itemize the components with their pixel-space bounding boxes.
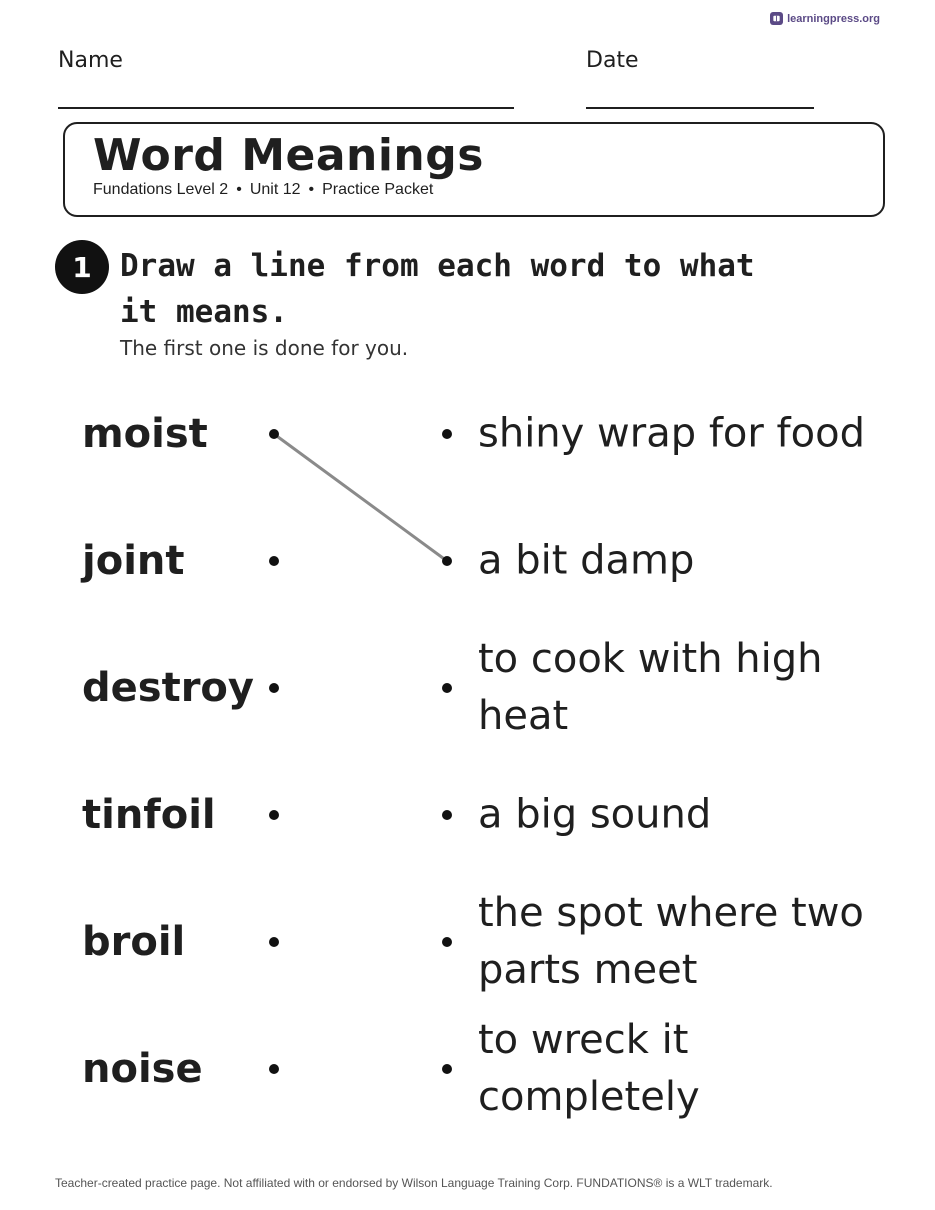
book-icon xyxy=(770,12,783,25)
word-item: moist xyxy=(82,411,208,457)
meaning-connector-dot[interactable] xyxy=(442,683,452,693)
match-row xyxy=(0,755,935,875)
meaning-connector-dot[interactable] xyxy=(442,937,452,947)
word-item: broil xyxy=(82,919,186,965)
name-field[interactable] xyxy=(58,107,514,109)
subtitle-level: Fundations Level 2 xyxy=(93,181,229,198)
exercise-hint: The first one is done for you. xyxy=(120,336,409,360)
meaning-item: to wreck it completely xyxy=(478,1017,700,1120)
meaning-connector-dot[interactable] xyxy=(442,556,452,566)
word-connector-dot[interactable] xyxy=(269,1064,279,1074)
match-row xyxy=(0,501,935,621)
word-item: noise xyxy=(82,1046,203,1092)
page-title: Word Meanings xyxy=(93,130,484,181)
exercise-instruction: Draw a line from each word to what it means. xyxy=(120,248,755,330)
brand-text: learningpress.org xyxy=(787,12,880,25)
exercise-number-badge: 1 xyxy=(55,240,109,294)
subtitle-separator: • xyxy=(308,181,315,198)
match-row xyxy=(0,1009,935,1129)
meaning-item: a bit damp xyxy=(478,537,695,584)
title-box xyxy=(63,122,885,217)
word-item: joint xyxy=(82,538,185,584)
word-connector-dot[interactable] xyxy=(269,810,279,820)
word-connector-dot[interactable] xyxy=(269,556,279,566)
subtitle-separator: • xyxy=(236,181,242,198)
match-row xyxy=(0,882,935,1002)
footer-disclaimer: Teacher-created practice page. Not affiliated with or endorsed by Wilson Language Training Corp. FUNDATIONS® is a WLT trademark. xyxy=(55,1176,773,1190)
date-field[interactable] xyxy=(586,107,814,109)
meaning-item: to cook with high heat xyxy=(478,636,823,739)
meaning-item: shiny wrap for food xyxy=(478,410,865,457)
meaning-item: a big sound xyxy=(478,791,712,838)
subtitle-packet: Practice Packet xyxy=(322,181,434,198)
date-label: Date xyxy=(586,48,639,73)
meaning-connector-dot[interactable] xyxy=(442,1064,452,1074)
word-connector-dot[interactable] xyxy=(269,429,279,439)
page-subtitle xyxy=(93,181,433,199)
word-connector-dot[interactable] xyxy=(269,683,279,693)
meaning-connector-dot[interactable] xyxy=(442,810,452,820)
meaning-connector-dot[interactable] xyxy=(442,429,452,439)
name-label: Name xyxy=(58,48,123,73)
match-row xyxy=(0,374,935,494)
word-item: tinfoil xyxy=(82,792,216,838)
word-item: destroy xyxy=(82,665,254,711)
subtitle-unit: Unit 12 xyxy=(249,181,301,198)
meaning-item: the spot where two parts meet xyxy=(478,890,864,993)
match-row xyxy=(0,628,935,748)
brand-link[interactable] xyxy=(770,12,880,25)
word-connector-dot[interactable] xyxy=(269,937,279,947)
